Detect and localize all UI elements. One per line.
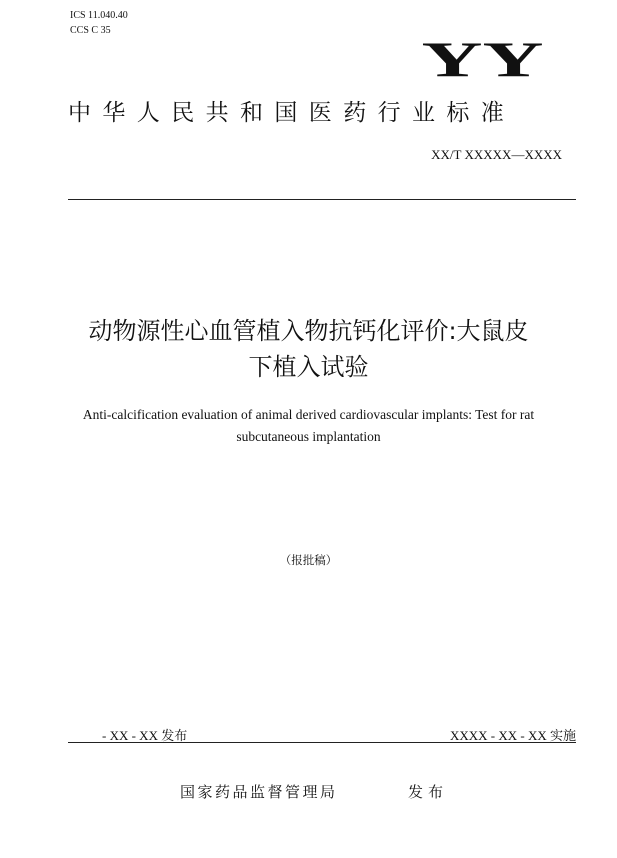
- document-title-en: [40, 404, 577, 448]
- document-title-zh: [30, 313, 587, 385]
- ics-code: ICS 11.040.40: [70, 10, 128, 21]
- standard-number: XX/T XXXXX—XXXX: [431, 147, 562, 162]
- yy-logo-text: YY: [421, 36, 544, 82]
- title-en-line-2: subcutaneous implantation: [236, 429, 381, 444]
- implementation-date: XXXX - XX - XX 实施: [449, 728, 576, 743]
- title-zh-line-1: 动物源性心血管植入物抗钙化评价:大鼠皮: [88, 317, 529, 345]
- yy-logo: [420, 36, 545, 82]
- publish-label: 发布: [408, 783, 449, 801]
- draft-status: （报批稿）: [279, 553, 338, 567]
- ccs-code: CCS C 35: [70, 25, 111, 36]
- standard-title: 中华人民共和国医药行业标准: [68, 100, 516, 126]
- title-zh-line-2: 下植入试验: [248, 353, 369, 381]
- bottom-divider: [68, 742, 576, 743]
- issue-date: - XX - XX 发布: [102, 728, 188, 743]
- title-en-line-1: Anti-calcification evaluation of animal derived cardiovascular implants: Test for rat: [82, 407, 535, 422]
- publisher: 国家药品监督管理局: [180, 783, 338, 801]
- top-divider: [68, 199, 576, 200]
